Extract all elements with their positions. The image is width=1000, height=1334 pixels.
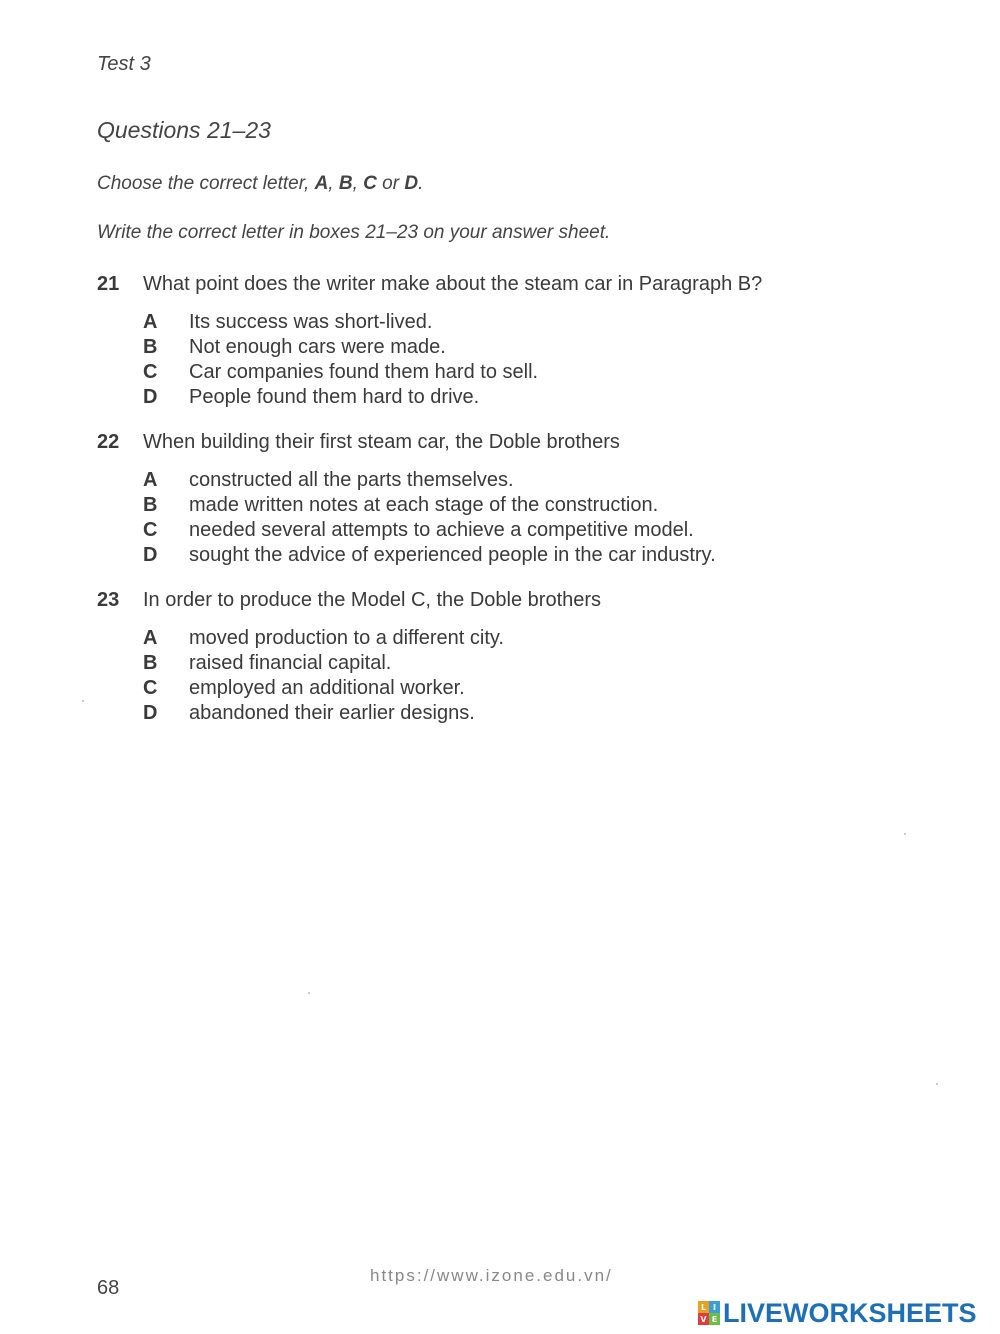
liveworksheets-logo-icon: L I V E (698, 1301, 720, 1325)
option-list (97, 627, 897, 727)
option-letter: C (143, 361, 158, 383)
option-text: People found them hard to drive. (189, 386, 480, 408)
question-stem (97, 589, 897, 617)
option-a[interactable] (97, 311, 897, 336)
option-d[interactable] (97, 702, 897, 727)
option-d[interactable] (97, 386, 897, 411)
liveworksheets-logo (698, 1298, 977, 1328)
option-a[interactable] (97, 469, 897, 494)
option-text: Car companies found them hard to sell. (189, 361, 539, 383)
option-letter: D (143, 702, 158, 724)
option-text: sought the advice of experienced people in the car industry. (189, 544, 716, 566)
option-b[interactable] (97, 494, 897, 519)
question-stem (97, 273, 897, 301)
option-c[interactable] (97, 519, 897, 544)
option-b[interactable] (97, 652, 897, 677)
option-a[interactable] (97, 627, 897, 652)
source-url-watermark: https://www.izone.edu.vn/ (370, 1266, 613, 1285)
option-letter: A (143, 311, 158, 333)
option-text: abandoned their earlier designs. (189, 702, 475, 724)
question-number: 23 (97, 589, 120, 611)
option-c[interactable] (97, 677, 897, 702)
scan-speck (308, 992, 310, 994)
option-text: Its success was short-lived. (189, 311, 433, 333)
question-text: What point does the writer make about the steam car in Paragraph B? (143, 273, 763, 295)
option-text: Not enough cars were made. (189, 336, 446, 358)
option-list (97, 469, 897, 569)
question-22 (97, 431, 897, 569)
option-letter: A (143, 469, 158, 491)
option-text: constructed all the parts themselves. (189, 469, 514, 491)
question-text: When building their first steam car, the Doble brothers (143, 431, 620, 453)
option-b[interactable] (97, 336, 897, 361)
running-head: Test 3 (97, 53, 151, 75)
option-letter: C (143, 519, 158, 541)
liveworksheets-logo-text: LIVEWORKSHEETS (723, 1297, 977, 1328)
option-text: made written notes at each stage of the construction. (189, 494, 659, 516)
option-text: needed several attempts to achieve a competitive model. (189, 519, 694, 541)
option-letter: C (143, 677, 158, 699)
option-letter: B (143, 494, 158, 516)
option-letter: D (143, 386, 158, 408)
page-number: 68 (97, 1277, 120, 1299)
option-text: moved production to a different city. (189, 627, 504, 649)
scan-speck (904, 833, 906, 835)
question-number: 21 (97, 273, 120, 295)
option-c[interactable] (97, 361, 897, 386)
question-number: 22 (97, 431, 120, 453)
instruction-answer-sheet: Write the correct letter in boxes 21–23 on your answer sheet. (97, 222, 611, 243)
option-d[interactable] (97, 544, 897, 569)
option-text: employed an additional worker. (189, 677, 465, 699)
question-stem (97, 431, 897, 459)
instruction-choose-letter: Choose the correct letter, A, B, C or D. (97, 173, 424, 194)
option-letter: B (143, 336, 158, 358)
scan-speck (82, 700, 84, 702)
option-letter: A (143, 627, 158, 649)
question-text: In order to produce the Model C, the Doble brothers (143, 589, 602, 611)
question-23 (97, 589, 897, 727)
scan-speck (936, 1083, 938, 1085)
option-letter: D (143, 544, 158, 566)
option-letter: B (143, 652, 158, 674)
section-title: Questions 21–23 (97, 117, 271, 143)
option-text: raised financial capital. (189, 652, 392, 674)
question-21 (97, 273, 897, 411)
option-list (97, 311, 897, 411)
